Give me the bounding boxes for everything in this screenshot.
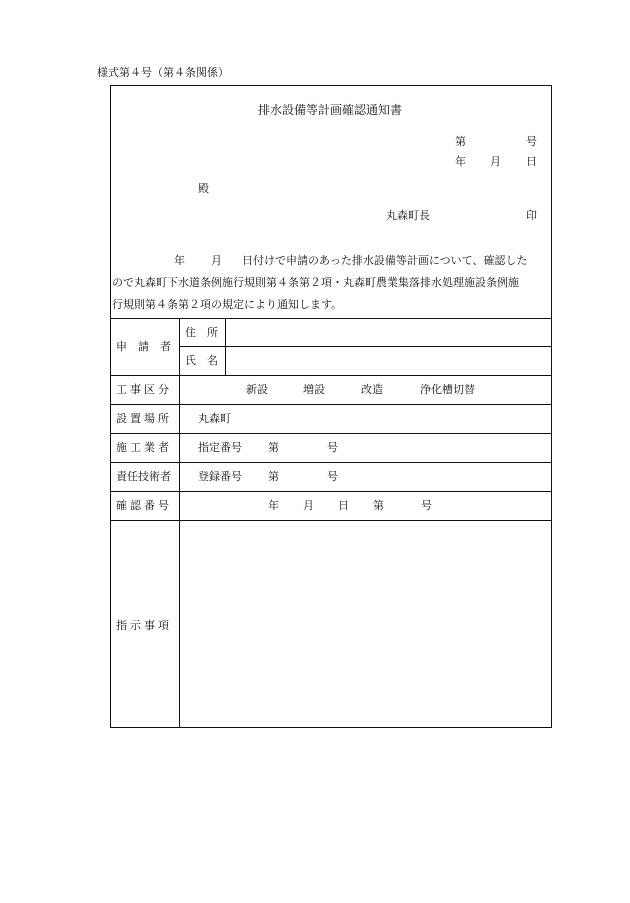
- date-day: 日: [526, 155, 537, 168]
- row-line-2: [110, 404, 552, 405]
- notice-body: [112, 250, 548, 316]
- work-type-new: 新設: [246, 383, 268, 396]
- contractor-go: 号: [327, 441, 338, 454]
- number-dai: 第: [455, 135, 466, 148]
- row-line-1: [110, 375, 552, 376]
- body-month: 月: [211, 254, 222, 267]
- body-line-1: [118, 250, 548, 272]
- addressee-suffix: 殿: [198, 182, 209, 195]
- row-line-6: [110, 520, 552, 521]
- instructions-label: 指示事項: [116, 619, 172, 632]
- engineer-label: 責任技術者: [116, 470, 171, 483]
- work-type-renovation: 改造: [361, 383, 383, 396]
- body-line-1-text: 日付けで申請のあった排水設備等計画について、確認した: [242, 254, 528, 267]
- date-month: 月: [490, 155, 501, 168]
- form-frame: [110, 85, 552, 728]
- contractor-dai: 第: [268, 441, 279, 454]
- date-year: 年: [455, 155, 466, 168]
- seal-mark: 印: [526, 209, 537, 222]
- confirm-year: 年: [268, 499, 279, 512]
- confirm-day: 日: [338, 499, 349, 512]
- location-value: 丸森町: [198, 412, 231, 425]
- issuer-name: 丸森町長: [386, 209, 430, 222]
- contractor-label: 施工業者: [116, 441, 172, 454]
- row-line-4: [110, 462, 552, 463]
- contractor-number-label: 指定番号: [198, 441, 242, 454]
- form-label: 様式第４号（第４条関係）: [97, 66, 229, 79]
- applicant-sub-column-line: [225, 318, 226, 375]
- location-label: 設置場所: [116, 412, 172, 425]
- label-column-line: [179, 318, 180, 728]
- applicant-split-line: [179, 346, 552, 347]
- confirm-dai: 第: [373, 499, 384, 512]
- engineer-number-label: 登録番号: [198, 470, 242, 483]
- table-top-line: [110, 318, 552, 319]
- body-year: 年: [174, 254, 185, 267]
- confirm-number-label: 確認番号: [116, 499, 172, 512]
- applicant-label: 申 請 者: [116, 340, 171, 353]
- confirm-go: 号: [421, 499, 432, 512]
- document-title: 排水設備等計画確認通知書: [258, 103, 403, 117]
- row-line-3: [110, 433, 552, 434]
- body-line-2: ので丸森町下水道条例施行規則第４条第２項・丸森町農業集落排水処理施設条例施: [112, 276, 519, 289]
- engineer-go: 号: [327, 470, 338, 483]
- work-type-extension: 増設: [303, 383, 325, 396]
- address-label: 住 所: [185, 326, 218, 339]
- work-type-septic-switch: 浄化槽切替: [420, 383, 475, 396]
- number-go: 号: [526, 135, 537, 148]
- row-line-5: [110, 491, 552, 492]
- confirm-month: 月: [303, 499, 314, 512]
- body-line-3: 行規則第４条第２項の規定により通知します。: [112, 298, 343, 311]
- name-label: 氏 名: [185, 354, 218, 367]
- engineer-dai: 第: [268, 470, 279, 483]
- work-type-label: 工事区分: [116, 383, 172, 396]
